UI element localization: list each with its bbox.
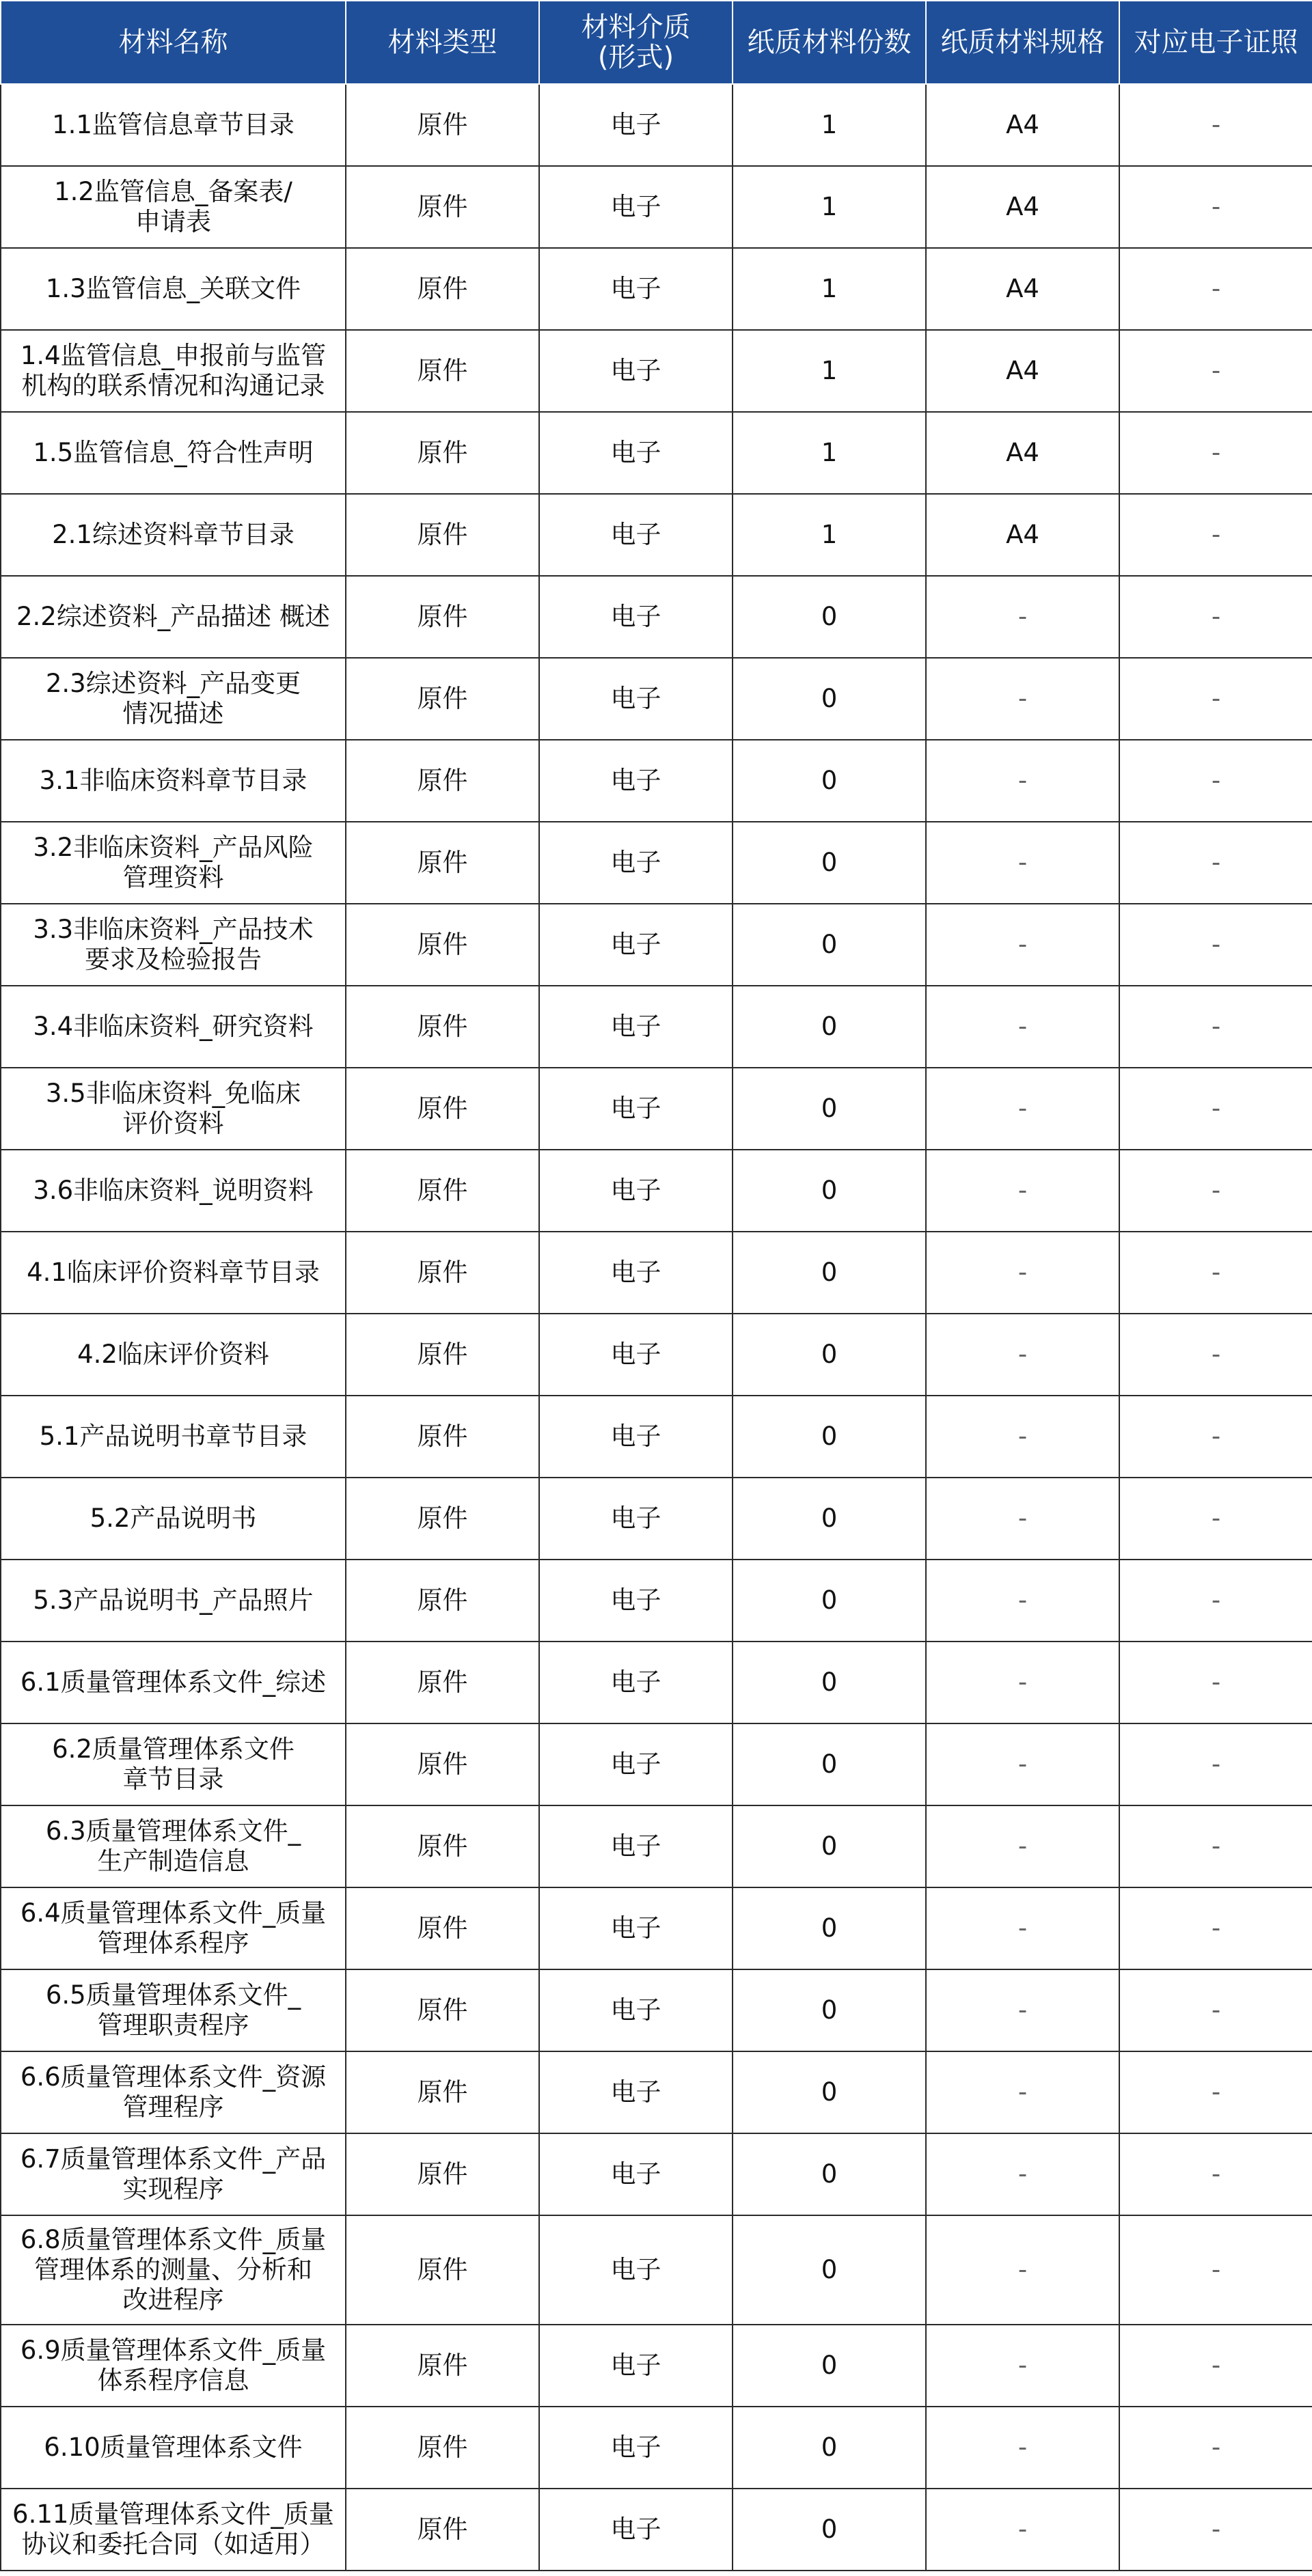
paper-spec-cell: - [926, 658, 1119, 740]
material-name-cell: 1.5监管信息_符合性声明 [1, 412, 346, 494]
table-row [1, 2407, 1312, 2489]
e-certificate-cell: - [1119, 740, 1312, 822]
material-name-cell: 4.1临床评价资料章节目录 [1, 1232, 346, 1314]
material-name-cell: 3.6非临床资料_说明资料 [1, 1150, 346, 1232]
table-row [1, 1969, 1312, 2051]
table-row [1, 494, 1312, 576]
material-medium-cell: 电子 [539, 166, 733, 248]
material-medium-cell: 电子 [539, 1068, 733, 1150]
material-type-cell: 原件 [346, 1068, 539, 1150]
table-row [1, 2051, 1312, 2133]
e-certificate-cell: - [1119, 1314, 1312, 1396]
material-medium-cell: 电子 [539, 2133, 733, 2215]
paper-copies-cell: 0 [733, 986, 926, 1068]
material-name-cell: 5.1产品说明书章节目录 [1, 1396, 346, 1478]
paper-copies-cell: 0 [733, 1887, 926, 1969]
e-certificate-cell: - [1119, 494, 1312, 576]
material-medium-cell: 电子 [539, 1887, 733, 1969]
table-body [1, 84, 1312, 2571]
e-certificate-cell: - [1119, 986, 1312, 1068]
paper-spec-cell: - [926, 1232, 1119, 1314]
material-medium-cell: 电子 [539, 1150, 733, 1232]
paper-copies-cell: 1 [733, 494, 926, 576]
material-name-cell: 3.3非临床资料_产品技术 要求及检验报告 [1, 904, 346, 986]
material-name-cell: 6.9质量管理体系文件_质量 体系程序信息 [1, 2325, 346, 2407]
material-name-cell: 6.6质量管理体系文件_资源 管理程序 [1, 2051, 346, 2133]
material-name-cell: 1.2监管信息_备案表/ 申请表 [1, 166, 346, 248]
paper-copies-cell: 0 [733, 2051, 926, 2133]
paper-copies-cell: 0 [733, 1068, 926, 1150]
material-medium-cell: 电子 [539, 1723, 733, 1805]
material-type-cell: 原件 [346, 248, 539, 330]
material-medium-cell: 电子 [539, 1642, 733, 1723]
material-type-cell: 原件 [346, 166, 539, 248]
e-certificate-cell: - [1119, 2489, 1312, 2571]
paper-copies-cell: 0 [733, 1560, 926, 1642]
e-certificate-cell: - [1119, 1887, 1312, 1969]
table-row [1, 1805, 1312, 1887]
paper-copies-cell: 0 [733, 1232, 926, 1314]
material-medium-cell: 电子 [539, 1969, 733, 2051]
e-certificate-cell: - [1119, 1150, 1312, 1232]
material-type-cell: 原件 [346, 330, 539, 412]
paper-spec-cell: - [926, 1887, 1119, 1969]
material-name-cell: 1.3监管信息_关联文件 [1, 248, 346, 330]
material-type-cell: 原件 [346, 1723, 539, 1805]
material-type-cell: 原件 [346, 494, 539, 576]
material-medium-cell: 电子 [539, 658, 733, 740]
material-name-cell: 6.5质量管理体系文件_ 管理职责程序 [1, 1969, 346, 2051]
material-medium-cell: 电子 [539, 1396, 733, 1478]
e-certificate-cell: - [1119, 412, 1312, 494]
material-name-cell: 2.3综述资料_产品变更 情况描述 [1, 658, 346, 740]
table-row [1, 986, 1312, 1068]
header-material-medium: 材料介质 (形式) [539, 1, 733, 84]
paper-spec-cell: - [926, 576, 1119, 658]
e-certificate-cell: - [1119, 1478, 1312, 1560]
table-row [1, 822, 1312, 904]
paper-spec-cell: A4 [926, 248, 1119, 330]
material-type-cell: 原件 [346, 2407, 539, 2489]
material-medium-cell: 电子 [539, 1314, 733, 1396]
e-certificate-cell: - [1119, 84, 1312, 166]
e-certificate-cell: - [1119, 2215, 1312, 2325]
paper-spec-cell: - [926, 2407, 1119, 2489]
table-row [1, 1150, 1312, 1232]
paper-spec-cell: A4 [926, 84, 1119, 166]
paper-spec-cell: - [926, 822, 1119, 904]
material-type-cell: 原件 [346, 1887, 539, 1969]
paper-spec-cell: - [926, 2133, 1119, 2215]
paper-spec-cell: - [926, 1969, 1119, 2051]
material-type-cell: 原件 [346, 904, 539, 986]
material-type-cell: 原件 [346, 412, 539, 494]
material-name-cell: 6.11质量管理体系文件_质量 协议和委托合同（如适用） [1, 2489, 346, 2571]
paper-copies-cell: 1 [733, 412, 926, 494]
material-medium-cell: 电子 [539, 986, 733, 1068]
material-type-cell: 原件 [346, 822, 539, 904]
paper-copies-cell: 0 [733, 1805, 926, 1887]
material-name-cell: 2.2综述资料_产品描述 概述 [1, 576, 346, 658]
table-row [1, 248, 1312, 330]
table-row [1, 1560, 1312, 1642]
material-medium-cell: 电子 [539, 1232, 733, 1314]
material-medium-cell: 电子 [539, 740, 733, 822]
paper-spec-cell: - [926, 2325, 1119, 2407]
material-type-cell: 原件 [346, 1805, 539, 1887]
paper-spec-cell: A4 [926, 330, 1119, 412]
paper-copies-cell: 0 [733, 1723, 926, 1805]
paper-copies-cell: 0 [733, 1642, 926, 1723]
header-paper-copies: 纸质材料份数 [733, 1, 926, 84]
paper-spec-cell: - [926, 740, 1119, 822]
paper-spec-cell: - [926, 1068, 1119, 1150]
material-name-cell: 5.2产品说明书 [1, 1478, 346, 1560]
paper-copies-cell: 0 [733, 2407, 926, 2489]
material-type-cell: 原件 [346, 84, 539, 166]
e-certificate-cell: - [1119, 2407, 1312, 2489]
material-medium-cell: 电子 [539, 84, 733, 166]
material-name-cell: 6.10质量管理体系文件 [1, 2407, 346, 2489]
material-medium-cell: 电子 [539, 412, 733, 494]
table-row [1, 1887, 1312, 1969]
material-type-cell: 原件 [346, 1396, 539, 1478]
paper-copies-cell: 0 [733, 1314, 926, 1396]
table-row [1, 166, 1312, 248]
paper-copies-cell: 0 [733, 576, 926, 658]
material-medium-cell: 电子 [539, 2407, 733, 2489]
paper-copies-cell: 0 [733, 740, 926, 822]
material-type-cell: 原件 [346, 2133, 539, 2215]
paper-copies-cell: 1 [733, 84, 926, 166]
paper-copies-cell: 1 [733, 166, 926, 248]
material-name-cell: 6.3质量管理体系文件_ 生产制造信息 [1, 1805, 346, 1887]
e-certificate-cell: - [1119, 1232, 1312, 1314]
e-certificate-cell: - [1119, 904, 1312, 986]
material-type-cell: 原件 [346, 1642, 539, 1723]
paper-spec-cell: - [926, 1396, 1119, 1478]
paper-copies-cell: 0 [733, 1396, 926, 1478]
e-certificate-cell: - [1119, 1396, 1312, 1478]
material-type-cell: 原件 [346, 1969, 539, 2051]
table-row [1, 2133, 1312, 2215]
material-medium-cell: 电子 [539, 2215, 733, 2325]
header-row [1, 1, 1312, 84]
table-row [1, 1232, 1312, 1314]
material-name-cell: 3.5非临床资料_免临床 评价资料 [1, 1068, 346, 1150]
material-name-cell: 1.1监管信息章节目录 [1, 84, 346, 166]
paper-copies-cell: 0 [733, 822, 926, 904]
material-medium-cell: 电子 [539, 576, 733, 658]
e-certificate-cell: - [1119, 1560, 1312, 1642]
material-medium-cell: 电子 [539, 248, 733, 330]
material-type-cell: 原件 [346, 2051, 539, 2133]
material-type-cell: 原件 [346, 2489, 539, 2571]
paper-spec-cell: A4 [926, 166, 1119, 248]
material-medium-cell: 电子 [539, 1805, 733, 1887]
header-material-type: 材料类型 [346, 1, 539, 84]
table-row [1, 1723, 1312, 1805]
material-type-cell: 原件 [346, 1478, 539, 1560]
e-certificate-cell: - [1119, 1723, 1312, 1805]
material-medium-cell: 电子 [539, 1478, 733, 1560]
material-type-cell: 原件 [346, 2325, 539, 2407]
paper-spec-cell: - [926, 904, 1119, 986]
e-certificate-cell: - [1119, 2133, 1312, 2215]
material-name-cell: 6.8质量管理体系文件_质量 管理体系的测量、分析和 改进程序 [1, 2215, 346, 2325]
material-name-cell: 6.2质量管理体系文件 章节目录 [1, 1723, 346, 1805]
header-e-certificate: 对应电子证照 [1119, 1, 1312, 84]
e-certificate-cell: - [1119, 1642, 1312, 1723]
table-row [1, 658, 1312, 740]
material-medium-cell: 电子 [539, 2489, 733, 2571]
e-certificate-cell: - [1119, 822, 1312, 904]
paper-spec-cell: - [926, 986, 1119, 1068]
e-certificate-cell: - [1119, 1068, 1312, 1150]
material-medium-cell: 电子 [539, 1560, 733, 1642]
header-material-name: 材料名称 [1, 1, 346, 84]
table-row [1, 740, 1312, 822]
paper-copies-cell: 1 [733, 330, 926, 412]
paper-copies-cell: 0 [733, 1478, 926, 1560]
table-row [1, 330, 1312, 412]
paper-copies-cell: 0 [733, 658, 926, 740]
table-row [1, 2489, 1312, 2571]
paper-copies-cell: 0 [733, 2133, 926, 2215]
material-medium-cell: 电子 [539, 2325, 733, 2407]
paper-copies-cell: 1 [733, 248, 926, 330]
material-name-cell: 6.7质量管理体系文件_产品 实现程序 [1, 2133, 346, 2215]
material-name-cell: 3.2非临床资料_产品风险 管理资料 [1, 822, 346, 904]
paper-spec-cell: A4 [926, 494, 1119, 576]
paper-spec-cell: A4 [926, 412, 1119, 494]
table-row [1, 904, 1312, 986]
material-medium-cell: 电子 [539, 904, 733, 986]
material-type-cell: 原件 [346, 740, 539, 822]
material-type-cell: 原件 [346, 658, 539, 740]
material-medium-cell: 电子 [539, 2051, 733, 2133]
paper-spec-cell: - [926, 1150, 1119, 1232]
material-type-cell: 原件 [346, 2215, 539, 2325]
e-certificate-cell: - [1119, 2051, 1312, 2133]
e-certificate-cell: - [1119, 1805, 1312, 1887]
paper-spec-cell: - [926, 2489, 1119, 2571]
paper-spec-cell: - [926, 2215, 1119, 2325]
paper-copies-cell: 0 [733, 2489, 926, 2571]
material-name-cell: 3.4非临床资料_研究资料 [1, 986, 346, 1068]
paper-spec-cell: - [926, 1478, 1119, 1560]
material-type-cell: 原件 [346, 1560, 539, 1642]
paper-spec-cell: - [926, 2051, 1119, 2133]
table-row [1, 576, 1312, 658]
e-certificate-cell: - [1119, 1969, 1312, 2051]
e-certificate-cell: - [1119, 248, 1312, 330]
paper-copies-cell: 0 [733, 2215, 926, 2325]
paper-copies-cell: 0 [733, 2325, 926, 2407]
material-medium-cell: 电子 [539, 494, 733, 576]
table-header [1, 1, 1312, 84]
paper-spec-cell: - [926, 1723, 1119, 1805]
paper-spec-cell: - [926, 1314, 1119, 1396]
paper-copies-cell: 0 [733, 1969, 926, 2051]
e-certificate-cell: - [1119, 166, 1312, 248]
material-medium-cell: 电子 [539, 330, 733, 412]
e-certificate-cell: - [1119, 576, 1312, 658]
e-certificate-cell: - [1119, 330, 1312, 412]
material-name-cell: 5.3产品说明书_产品照片 [1, 1560, 346, 1642]
material-type-cell: 原件 [346, 1232, 539, 1314]
material-type-cell: 原件 [346, 1150, 539, 1232]
table-row [1, 1642, 1312, 1723]
table-row [1, 1396, 1312, 1478]
paper-spec-cell: - [926, 1805, 1119, 1887]
table-row [1, 2215, 1312, 2325]
material-name-cell: 3.1非临床资料章节目录 [1, 740, 346, 822]
material-medium-cell: 电子 [539, 822, 733, 904]
paper-copies-cell: 0 [733, 1150, 926, 1232]
paper-copies-cell: 0 [733, 904, 926, 986]
table-row [1, 412, 1312, 494]
material-type-cell: 原件 [346, 1314, 539, 1396]
material-type-cell: 原件 [346, 986, 539, 1068]
table-row [1, 2325, 1312, 2407]
material-name-cell: 4.2临床评价资料 [1, 1314, 346, 1396]
paper-spec-cell: - [926, 1642, 1119, 1723]
header-paper-spec: 纸质材料规格 [926, 1, 1119, 84]
e-certificate-cell: - [1119, 2325, 1312, 2407]
material-name-cell: 2.1综述资料章节目录 [1, 494, 346, 576]
paper-spec-cell: - [926, 1560, 1119, 1642]
material-type-cell: 原件 [346, 576, 539, 658]
e-certificate-cell: - [1119, 658, 1312, 740]
material-name-cell: 6.1质量管理体系文件_综述 [1, 1642, 346, 1723]
material-name-cell: 6.4质量管理体系文件_质量 管理体系程序 [1, 1887, 346, 1969]
table-row [1, 1314, 1312, 1396]
table-row [1, 1068, 1312, 1150]
table-row [1, 1478, 1312, 1560]
table-row [1, 84, 1312, 166]
material-name-cell: 1.4监管信息_申报前与监管 机构的联系情况和沟通记录 [1, 330, 346, 412]
